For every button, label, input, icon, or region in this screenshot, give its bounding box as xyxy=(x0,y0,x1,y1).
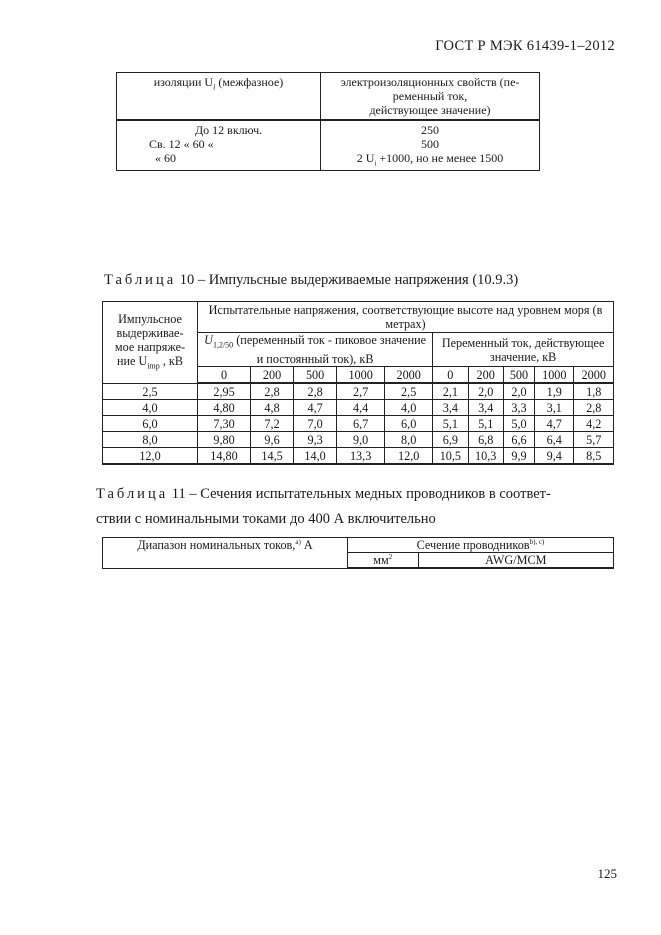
table10-value-cell: 4,7 xyxy=(535,416,574,432)
table-row xyxy=(103,383,614,400)
table10-value-cell: 1,9 xyxy=(535,383,574,400)
table10-value-cell: 9,4 xyxy=(535,448,574,465)
table10-value-cell: 3,3 xyxy=(503,400,534,416)
table11-conductor-sections xyxy=(102,537,614,569)
table10-value-cell: 7,30 xyxy=(198,416,251,432)
table10-value-cell: 5,7 xyxy=(574,432,614,448)
table10-value-cell: 2,8 xyxy=(251,383,294,400)
table10-value-cell: 10,3 xyxy=(468,448,503,465)
table10-value-cell: 2,5 xyxy=(385,383,433,400)
table10-impulse-voltage-cell: 6,0 xyxy=(103,416,198,432)
table10-altitude-cell: 200 xyxy=(468,367,503,384)
table10-value-cell: 3,1 xyxy=(535,400,574,416)
table11-section-header: Сечение проводников$^{b), c)}$ xyxy=(348,538,614,553)
table10-value-cell: 3,4 xyxy=(468,400,503,416)
table10-value-cell: 4,7 xyxy=(294,400,337,416)
table10-value-cell: 7,2 xyxy=(251,416,294,432)
table10-value-cell: 13,3 xyxy=(337,448,385,465)
table10-value-cell: 9,0 xyxy=(337,432,385,448)
table10-impulse-voltage-cell: 8,0 xyxy=(103,432,198,448)
table10-altitude-cell: 500 xyxy=(503,367,534,384)
cont-header-test-voltage: электроизоляционных свойств (пе- ременный ток, действующее значение) xyxy=(321,73,540,121)
table10-top-header: Испытательные напряжения, соответствующие высоте над уровнем моря (в метрах) xyxy=(198,302,614,333)
table10-value-cell: 2,7 xyxy=(337,383,385,400)
table10-value-cell: 1,8 xyxy=(574,383,614,400)
table10-value-cell: 5,1 xyxy=(468,416,503,432)
table10-value-cell: 6,0 xyxy=(385,416,433,432)
table10-value-cell: 2,95 xyxy=(198,383,251,400)
table11-awg-header: AWG/MCM xyxy=(418,553,613,569)
table11-caption-line1: Таблица 11 – Сечения испытательных медных проводников в соответ- xyxy=(96,486,551,502)
page-number: 125 xyxy=(597,866,617,881)
table10-value-cell: 9,80 xyxy=(198,432,251,448)
table10-value-cell: 2,8 xyxy=(574,400,614,416)
table10-value-cell: 3,4 xyxy=(433,400,468,416)
table10-value-cell: 2,1 xyxy=(433,383,468,400)
table10-value-cell: 7,0 xyxy=(294,416,337,432)
table-row xyxy=(103,400,614,416)
table10-altitude-cell: 500 xyxy=(294,367,337,384)
table10-caption: Таблица 10 – Импульсные выдерживаемые напряжения (10.9.3) xyxy=(104,272,519,288)
table10-value-cell: 4,0 xyxy=(385,400,433,416)
table10-altitude-cell: 1000 xyxy=(535,367,574,384)
table10-col1-header: Импульсное выдерживае- мое напряже- ние $U_{imp}$ , кВ xyxy=(103,302,198,384)
table10-value-cell: 9,3 xyxy=(294,432,337,448)
table10-group1-header: $U_{1,2/50}$ (переменный ток - пиковое значение и постоянный ток), кВ xyxy=(198,333,433,367)
table10-impulse-voltage-cell: 4,0 xyxy=(103,400,198,416)
table-row xyxy=(103,432,614,448)
table10-group2-header: Переменный ток, действующее значение, кВ xyxy=(433,333,614,367)
cont-header-insulation: изоляции $U_i$ (межфазное) xyxy=(117,73,321,121)
table10-value-cell: 9,6 xyxy=(251,432,294,448)
document-header: ГОСТ Р МЭК 61439-1–2012 xyxy=(435,38,615,54)
table10-value-cell: 6,7 xyxy=(337,416,385,432)
table10-impulse-voltages xyxy=(102,301,614,465)
cont-voltage-ranges: До 12 включ. Св. 12 « 60 « « 60 xyxy=(117,120,321,171)
table10-value-cell: 8,0 xyxy=(385,432,433,448)
table-row xyxy=(103,448,614,465)
table10-value-cell: 14,0 xyxy=(294,448,337,465)
table10-value-cell: 2,0 xyxy=(468,383,503,400)
table10-altitude-cell: 200 xyxy=(251,367,294,384)
table10-altitude-cell: 1000 xyxy=(337,367,385,384)
table10-impulse-voltage-cell: 2,5 xyxy=(103,383,198,400)
table10-value-cell: 2,8 xyxy=(294,383,337,400)
table10-value-cell: 4,80 xyxy=(198,400,251,416)
table10-altitude-cell: 0 xyxy=(433,367,468,384)
table11-caption-line2: ствии с номинальными токами до 400 А включительно xyxy=(96,511,436,527)
table10-altitude-cell: 0 xyxy=(198,367,251,384)
cont-test-values: 250 500 2 $U_i +1000$, но не менее 1500 xyxy=(321,120,540,171)
table10-value-cell: 10,5 xyxy=(433,448,468,465)
table10-value-cell: 5,0 xyxy=(503,416,534,432)
table10-value-cell: 6,4 xyxy=(535,432,574,448)
table10-value-cell: 14,5 xyxy=(251,448,294,465)
table10-value-cell: 12,0 xyxy=(385,448,433,465)
table10-value-cell: 4,2 xyxy=(574,416,614,432)
table10-value-cell: 6,9 xyxy=(433,432,468,448)
table-continuation xyxy=(116,72,540,171)
table10-impulse-voltage-cell: 12,0 xyxy=(103,448,198,465)
table10-value-cell: 5,1 xyxy=(433,416,468,432)
table-row xyxy=(103,416,614,432)
table10-value-cell: 8,5 xyxy=(574,448,614,465)
table10-value-cell: 4,8 xyxy=(251,400,294,416)
table11-current-range-header: Диапазон номинальных токов,$^{a)}$ А xyxy=(103,538,348,569)
table10-value-cell: 2,0 xyxy=(503,383,534,400)
table10-value-cell: 9,9 xyxy=(503,448,534,465)
table10-value-cell: 6,6 xyxy=(503,432,534,448)
table10-value-cell: 6,8 xyxy=(468,432,503,448)
table11-mm2-header: $мм^2$ xyxy=(348,553,419,569)
table10-altitude-cell: 2000 xyxy=(385,367,433,384)
table10-value-cell: 4,4 xyxy=(337,400,385,416)
table10-value-cell: 14,80 xyxy=(198,448,251,465)
table10-altitude-cell: 2000 xyxy=(574,367,614,384)
